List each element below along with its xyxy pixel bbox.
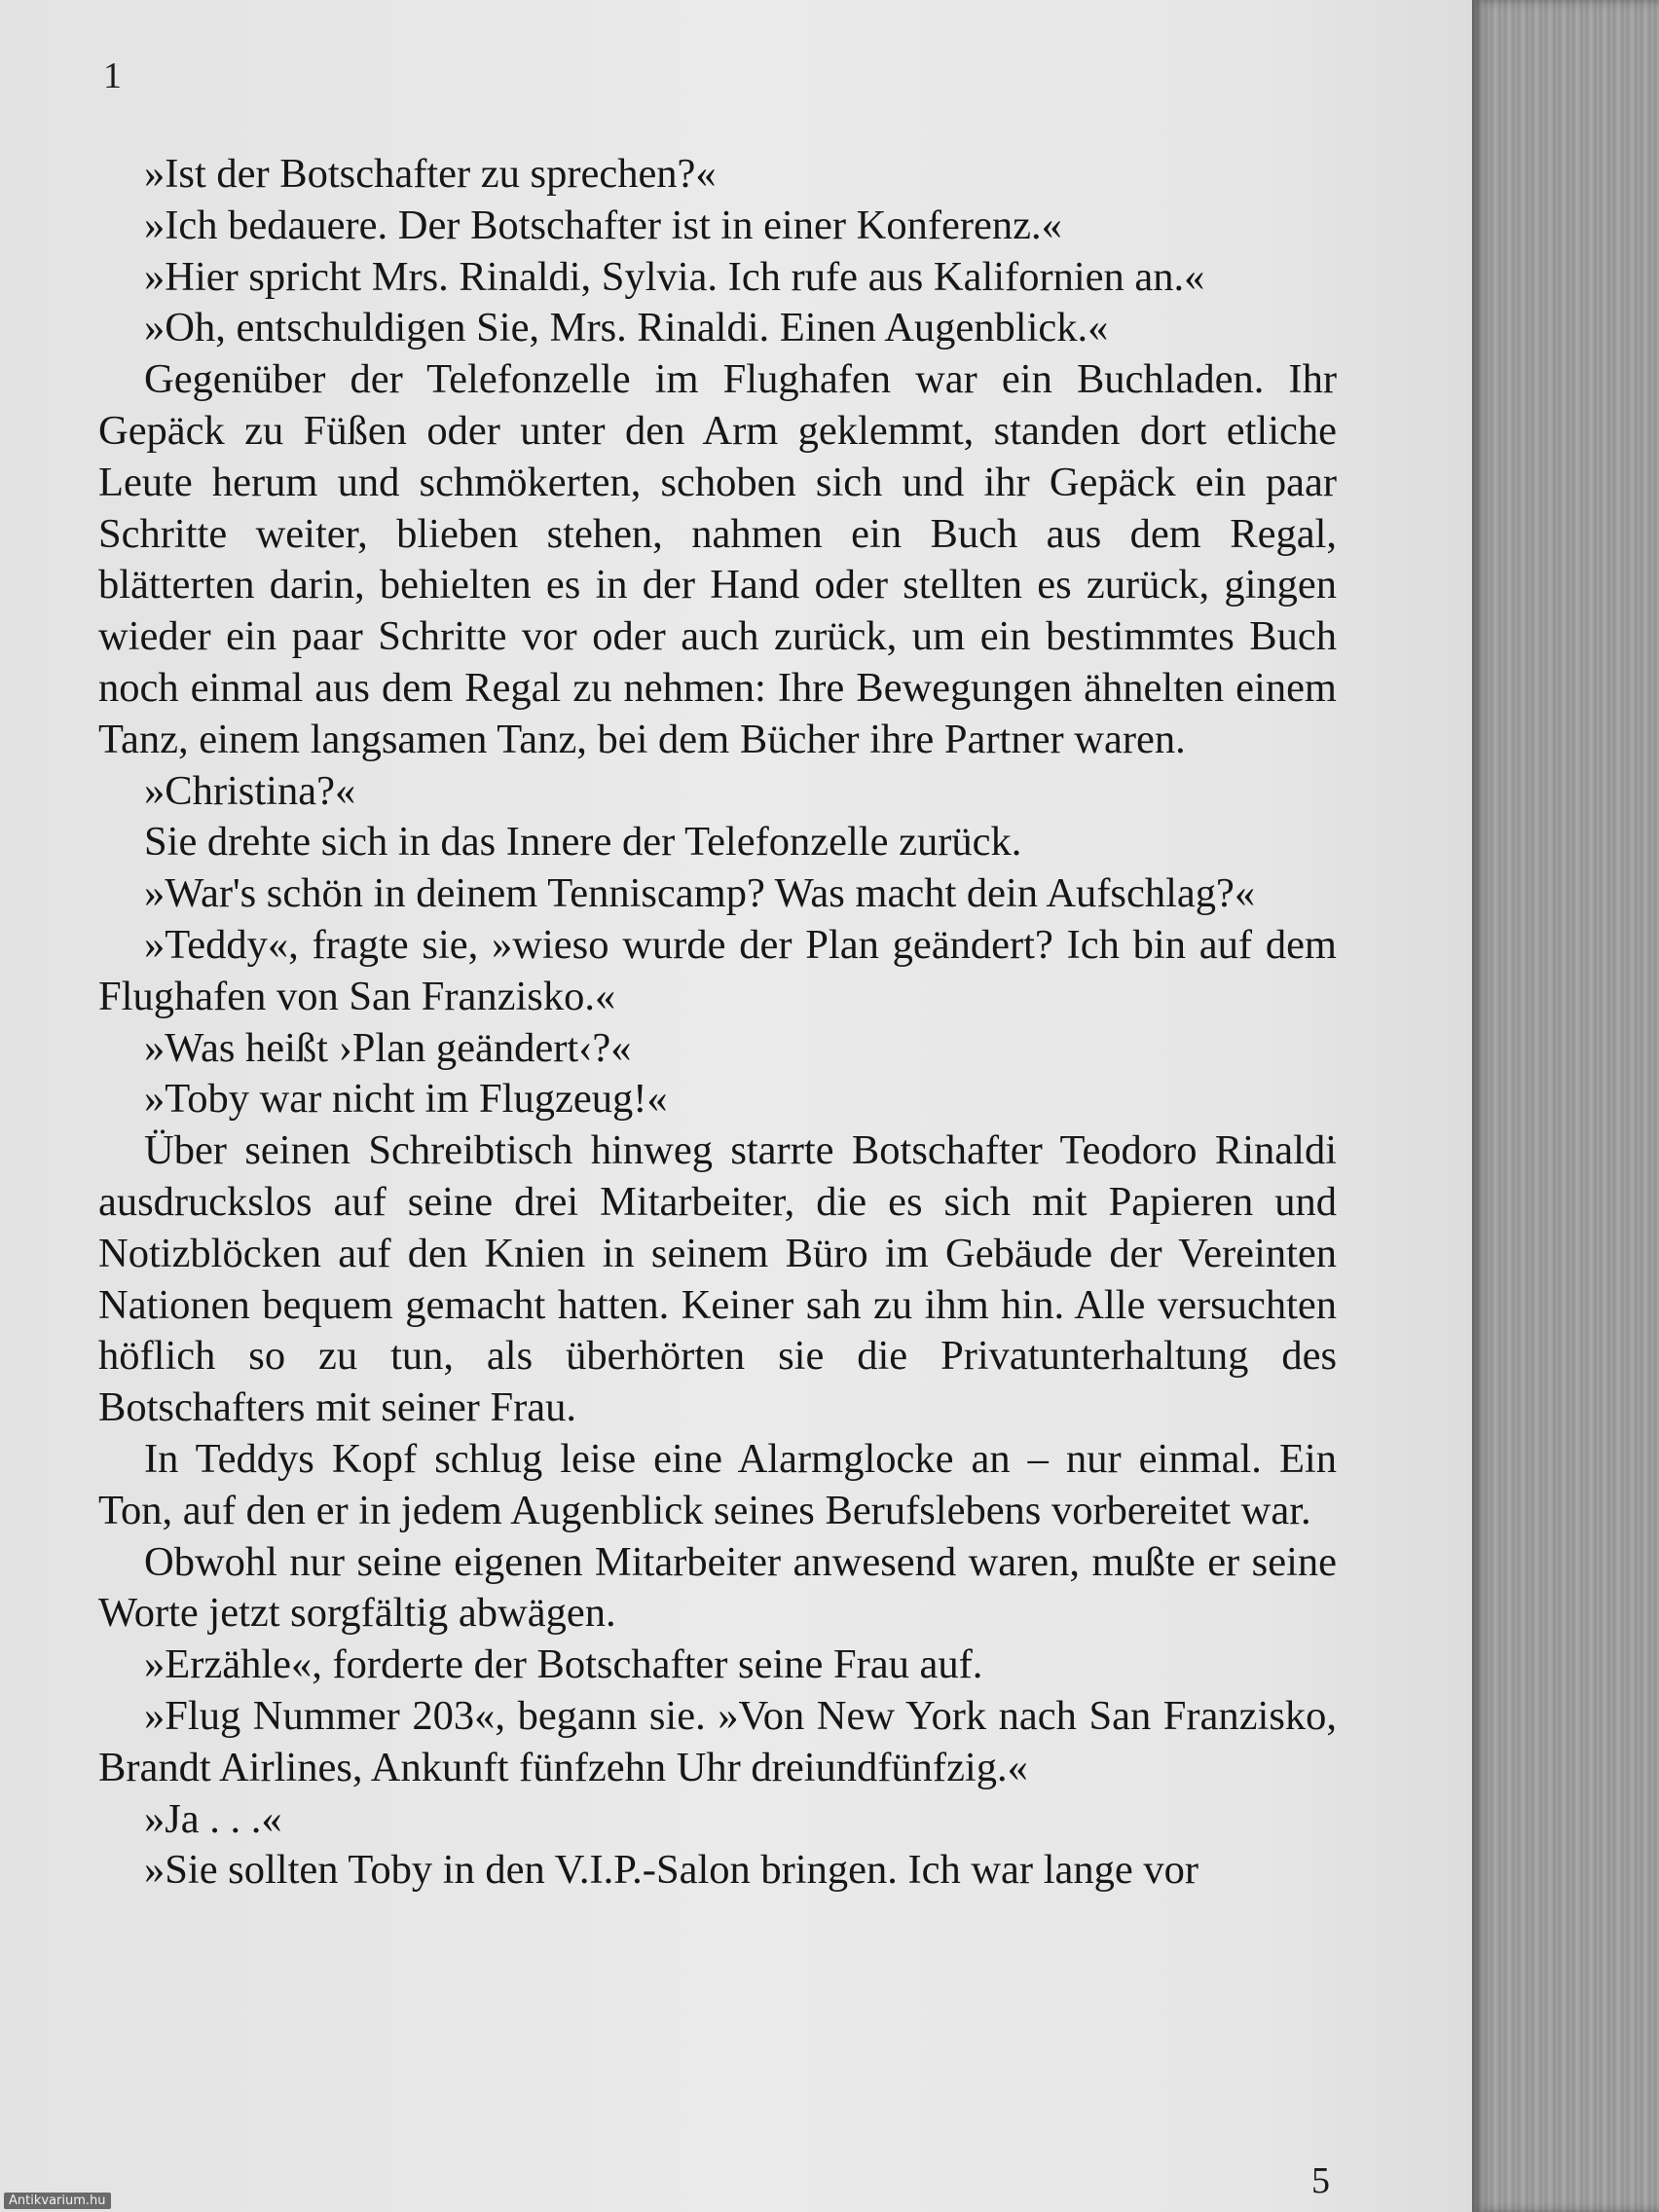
paragraph: »Toby war nicht im Flugzeug!« [144, 1076, 668, 1123]
paragraph: »Teddy«, fragte sie, »wieso wurde der Plan geändert? Ich bin auf dem Flughafen von San Franzisko.« [98, 921, 1337, 1019]
paragraph: »Ich bedauere. Der Botschafter ist in einer Konferenz.« [144, 202, 1062, 248]
paragraph: »Was heißt ›Plan geändert‹?« [144, 1024, 632, 1071]
paragraph: Obwohl nur seine eigenen Mitarbeiter anwesend waren, mußte er seine Worte jetzt sorgfältig abwägen. [98, 1538, 1337, 1637]
page-number: 5 [1311, 2160, 1330, 2201]
book-spine-shadow [1472, 0, 1659, 2212]
paragraph: Über seinen Schreibtisch hinweg starrte Botschafter Teodoro Rinaldi ausdruckslos auf seine drei Mitarbeiter, die es sich mit Papieren und Notizblöcken auf den Knien in seinem Büro im Gebäude der Vereinten Nationen bequem gemacht hatten. Keiner sah zu ihm hin. Alle versuchten höflich so zu tun, als überhörten sie die Privatunterhaltung des Botschafters mit seiner Frau. [98, 1127, 1337, 1431]
paragraph: »Sie sollten Toby in den V.I.P.-Salon bringen. Ich war lange vor [144, 1847, 1199, 1894]
paragraph: Sie drehte sich in das Innere der Telefonzelle zurück. [144, 819, 1022, 866]
paragraph: »Ist der Botschafter zu sprechen?« [144, 151, 717, 197]
paragraph: »Christina?« [144, 767, 356, 814]
paragraph: »Oh, entschuldigen Sie, Mrs. Rinaldi. Einen Augenblick.« [144, 305, 1109, 351]
body-text [98, 149, 1337, 1897]
paragraph: »Erzähle«, forderte der Botschafter seine Frau auf. [144, 1641, 983, 1688]
paragraph: Gegenüber der Telefonzelle im Flughafen war ein Buchladen. Ihr Gepäck zu Füßen oder unter den Arm geklemmt, standen dort etliche Leute herum und schmökerten, schoben sich und ihr Gepäck ein paar Schritte weiter, blieben stehen, nahmen ein Buch aus dem Regal, blätterten darin, behielten es in der Hand oder stellten es zurück, gingen wieder ein paar Schritte vor oder auch zurück, um ein bestimmtes Buch noch einmal aus dem Regal zu nehmen: Ihre Bewegungen ähnelten einem Tanz, einem langsamen Tanz, bei dem Bücher ihre Partner waren. [98, 356, 1337, 762]
watermark: Antikvarium.hu [4, 2193, 111, 2209]
paragraph: »War's schön in deinem Tenniscamp? Was macht dein Aufschlag?« [144, 870, 1256, 917]
paragraph: »Flug Nummer 203«, begann sie. »Von New York nach San Franzisko, Brandt Airlines, Ankunft fünfzehn Uhr dreiundfünfzig.« [98, 1692, 1337, 1790]
paragraph: »Hier spricht Mrs. Rinaldi, Sylvia. Ich rufe aus Kalifornien an.« [144, 253, 1205, 300]
chapter-number: 1 [103, 55, 122, 96]
paragraph: In Teddys Kopf schlug leise eine Alarmglocke an – nur einmal. Ein Ton, auf den er in jedem Augenblick seines Berufslebens vorbereitet war. [98, 1435, 1337, 1533]
paragraph: »Ja . . .« [144, 1795, 282, 1842]
